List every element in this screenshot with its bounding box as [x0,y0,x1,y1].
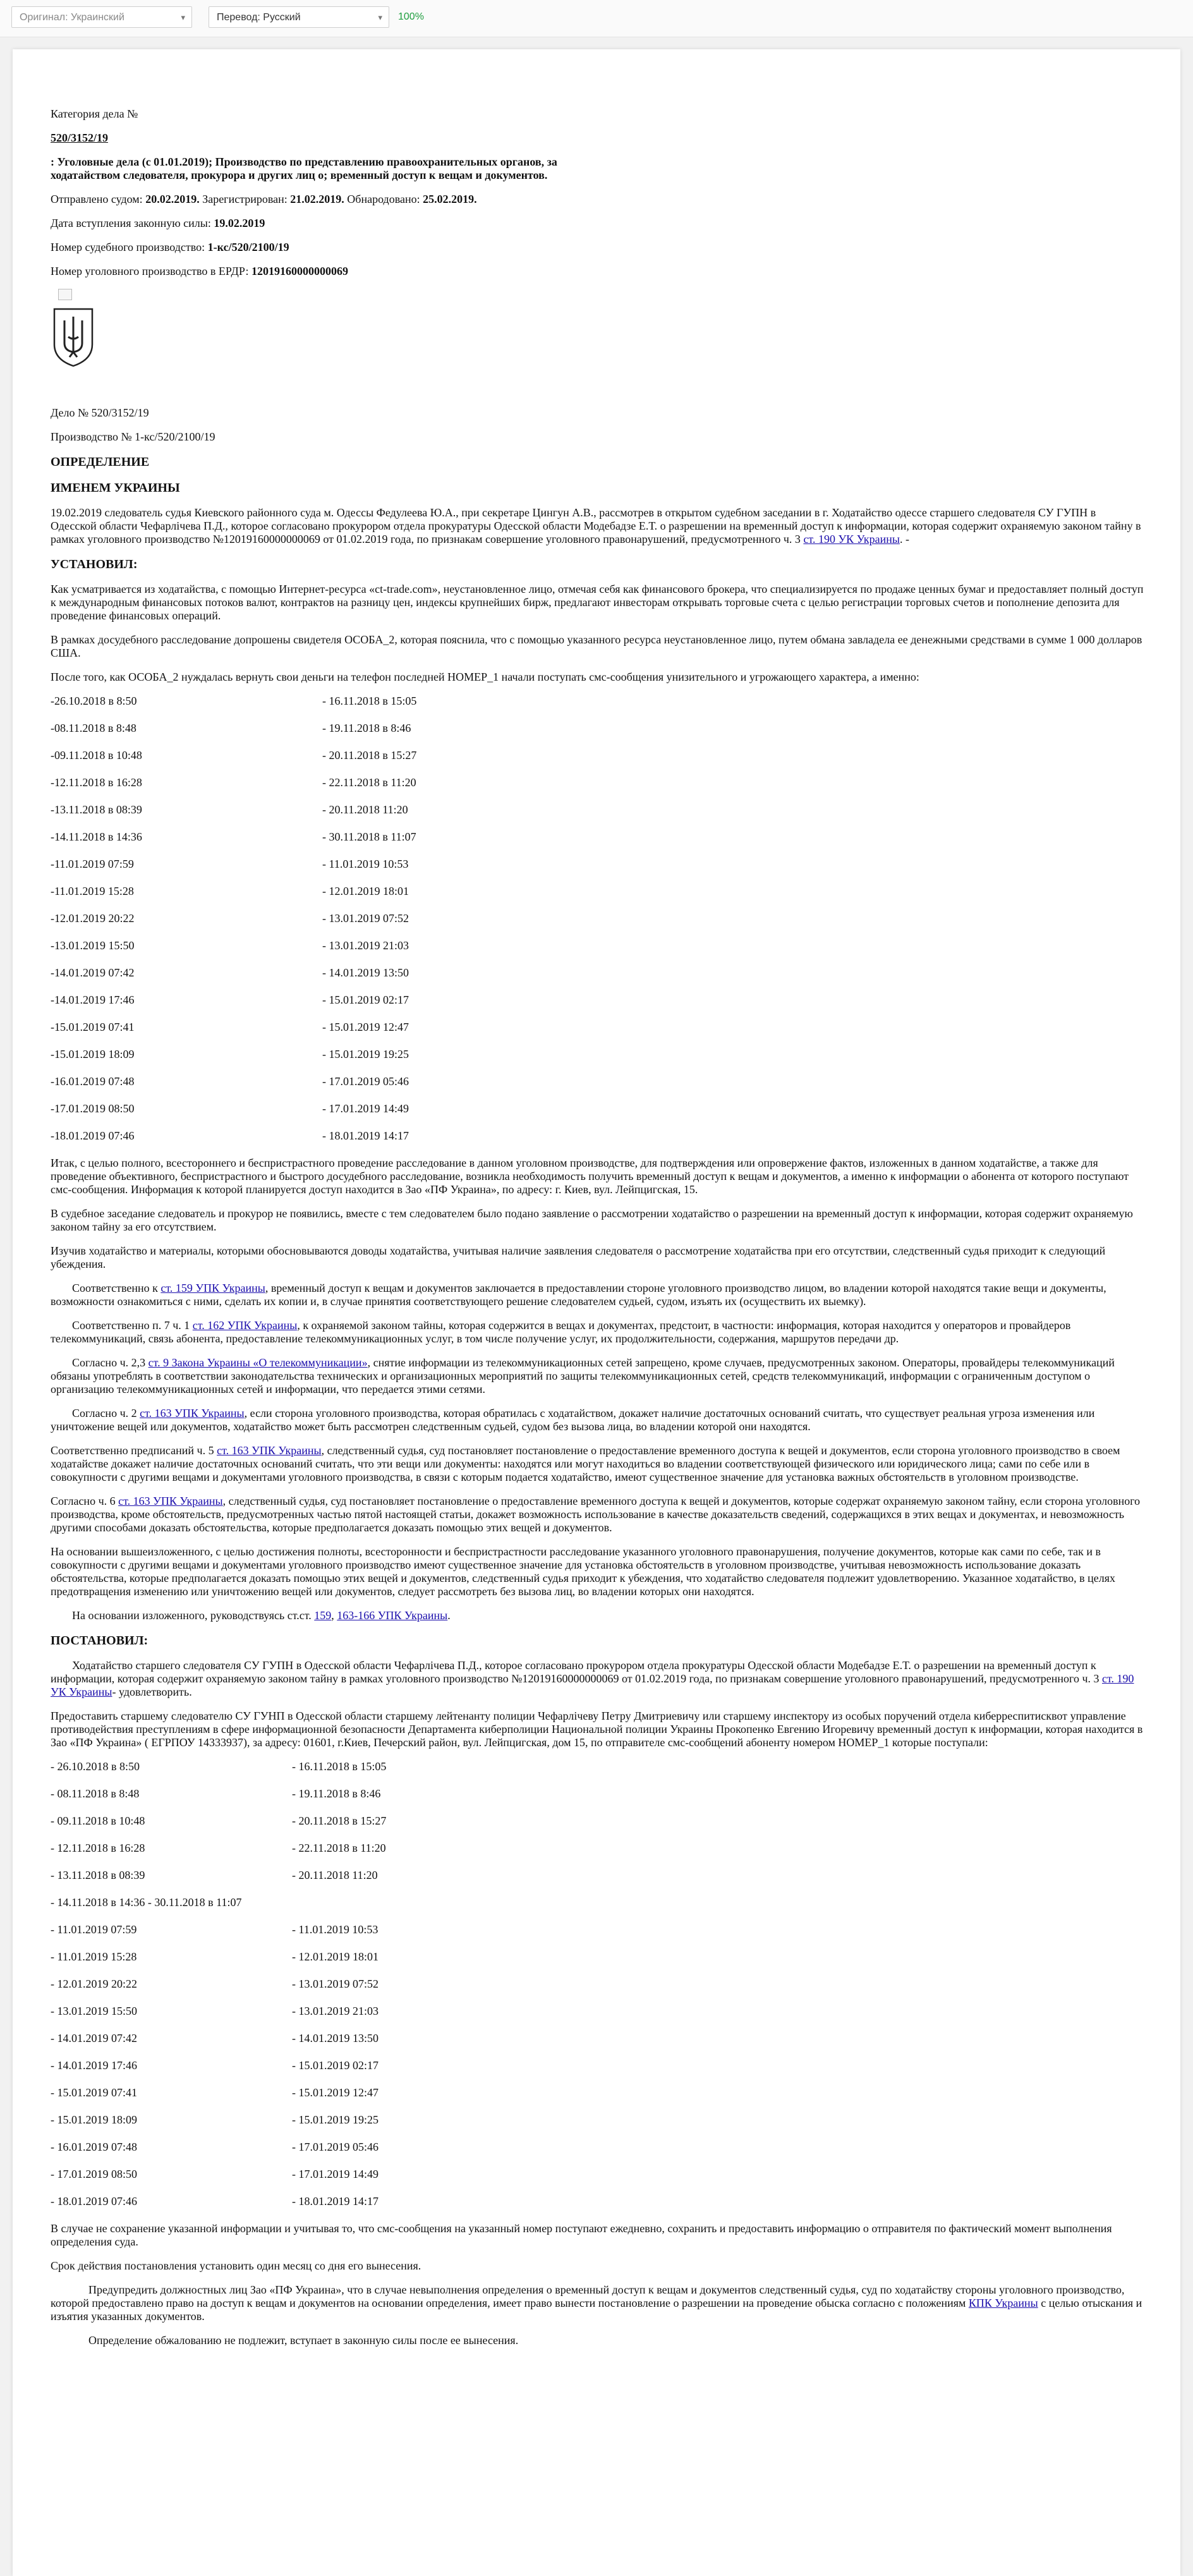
sms-time-row [51,1021,1144,1034]
sms-time-start: - 16.01.2019 07:48 [51,2141,137,2153]
sms-time-row [51,939,1144,952]
paragraph-16: Предоставить старшему следователю СУ ГУНП в Одесской области старшему лейтенанту полиции Чефарлічеву Петру Дмитриевичу или старшему инспектору из особых поручений отдела киберреспитисквот управление противодействия преступлениям в сфере информационной безопасности Департамента киберполиции Национальной полиции Украины Прокопенко Евгению Игоревичу временный доступ к информации, которая находится в Зао «ПФ Украина» ( ЕГРПОУ 14333937), за адресу: 01601, г.Киев, Печерский район, вул. Лейпцигская, дом 15, по отправителе смс-сообщений абоненту номером НОМЕР_1 которые поступали: [51,1710,1143,1749]
translation-progress: 100% [398,11,424,22]
ruling-title: ОПРЕДЕЛЕНИЕ [51,455,150,469]
sms-time-end: - 19.11.2018 в 8:46 [292,1787,381,1800]
sms-time-end: - 11.01.2019 10:53 [322,858,409,870]
articles-163-166-link[interactable]: 163-166 УПК Украины [337,1609,448,1622]
registered-label: Зарегистрирован: [202,193,288,205]
sms-time-row [51,1814,1144,1828]
trident-emblem-icon [51,305,96,368]
p14-post: . [447,1609,451,1622]
sms-time-end: - 12.01.2019 18:01 [292,1950,378,1963]
chevron-down-icon: ▾ [378,13,382,22]
sms-time-start: -16.01.2019 07:48 [51,1075,135,1088]
sms-time-start: - 14.11.2018 в 14:36 - 30.11.2018 в 11:07 [51,1896,242,1909]
sms-time-end: - 17.01.2019 14:49 [292,2168,378,2180]
sms-time-row [51,722,1144,735]
sent-label: Отправлено судом: [51,193,143,205]
translation-language-label: Перевод: Русский [217,12,301,23]
sms-time-end: - 20.11.2018 11:20 [292,1869,378,1881]
paragraph-9 [51,1356,1144,1396]
p14-pre: На основании изложенного, руководствуясь ст.ст. [72,1609,312,1622]
translation-language-select[interactable] [209,6,389,28]
sms-time-row [51,1048,1144,1061]
sms-time-row [51,776,1144,789]
paragraph-17: В случае не сохранение указанной информации и учитывая то, что смс-сообщения на указанный номер поступают ежедневно, сохранить и предоставить информацию о отправителя по фактический момент выполнения определения суда. [51,2222,1112,2248]
sms-time-start: -15.01.2019 07:41 [51,1021,135,1033]
sms-time-row [51,2168,1144,2181]
paragraph-18: Срок действия постановления установить один месяц со дня его вынесения. [51,2259,421,2272]
p8-post: , к охраняемой законом тайны, которая содержится в вещах и документах, предстоит, в частности: информация, которая находится у операторов и провайдеров телекоммуникаций, связь абонента, предоставление телекоммуникационных услуг, в том числе получение услуг, их продолжительности, содержания, маршрутов передачи др. [51,1319,1071,1345]
sms-time-row [51,993,1144,1007]
sms-time-end: - 15.01.2019 19:25 [292,2113,378,2126]
sms-time-start: - 14.01.2019 07:42 [51,2032,137,2044]
sms-time-start: - 13.11.2018 в 08:39 [51,1869,145,1881]
sms-time-end: - 22.11.2018 в 11:20 [322,776,416,789]
sms-time-start: -13.11.2018 в 08:39 [51,803,142,816]
sms-time-end: - 30.11.2018 в 11:07 [322,830,416,843]
sms-time-start: - 17.01.2019 08:50 [51,2168,137,2180]
p7-pre: Соответственно к [72,1282,158,1294]
sms-time-start: - 12.11.2018 в 16:28 [51,1842,145,1854]
category-label: Категория дела № [51,107,138,120]
sms-time-start: - 11.01.2019 07:59 [51,1923,137,1936]
document-page [13,49,1180,2576]
paragraph-11 [51,1444,1144,1484]
intro-paragraph [51,506,1144,546]
sms-time-start: -09.11.2018 в 10:48 [51,749,142,762]
article-159-link[interactable]: 159 [314,1609,332,1622]
sms-time-start: -12.11.2018 в 16:28 [51,776,142,789]
sms-time-end: - 18.01.2019 14:17 [292,2195,378,2208]
sms-time-row [51,1102,1144,1115]
published-date: 25.02.2019. [423,193,477,205]
sms-time-row [51,2032,1144,2045]
case-category: : Уголовные дела (с 01.01.2019); Производство по представлению правоохранительных органов, за ходатайством следователя, прокурора и других лиц о; временный доступ к вещам и документов. [51,155,557,181]
paragraph-13: На основании вышеизложенного, с целью достижения полноты, всесторонности и беспристрастности расследование указанного уголовного правонарушения, получение документов, которые как сами по себе, так и в совокупности с другими вещами и документами уголовного производство имеют существенное значение для установка обстоятельств в уголовном производстве, учитывая невозможность использование доказать обстоятельства, которые предполагается доказать помощью этих вещей и документов, следственный судья приходит к убеждения, что ходатайство следователя подлежит удовлетворению. Указанное ходатайство, в целях предотвращения изменению или уничтожению вещей или документов, следует рассмотреть без вызова лиц, во владении которых они находятся. [51,1545,1116,1598]
sms-time-end: - 20.11.2018 в 15:27 [322,749,417,762]
p19-post: с целью отыскания и изъятия указанных документов. [51,2297,1142,2323]
sms-time-start: -15.01.2019 18:09 [51,1048,135,1060]
paragraph-15 [51,1659,1144,1699]
sms-time-end: - 15.01.2019 12:47 [292,2086,378,2099]
sms-time-row [51,2086,1144,2099]
paragraph-2: В рамках досудебного расследование допрошены свидетеля ОСОБА_2, которая пояснила, что с помощью указанного ресурса неустановленное лицо, путем обмана завладела ее денежными средствами в сумме 1 000 долларов США. [51,633,1142,659]
telecom-law-link[interactable]: ст. 9 Закона Украины «О телекоммуникации» [148,1356,368,1369]
kpk-link[interactable]: КПК Украины [968,2297,1038,2309]
ruled-heading: ПОСТАНОВИЛ: [51,1634,148,1648]
sms-time-row [51,912,1144,925]
sms-time-start: -17.01.2019 08:50 [51,1102,135,1115]
sms-time-end: - 18.01.2019 14:17 [322,1129,409,1142]
p9-post: , снятие информации из телекоммуникационных сетей запрещено, кроме случаев, предусмотренных законом. Операторы, провайдеры телекоммуникаций обязаны употреблять в соответствии законодательства технических и организационных мероприятий по защиты телекоммуникационных сетей, средств телекоммуникаций, информации с ограниченным доступом о организацию телекоммуникационных сетей и информации, что передается этими сетями. [51,1356,1115,1395]
sms-time-row [51,1842,1144,1855]
sms-time-row [51,966,1144,980]
sms-time-start: -12.01.2019 20:22 [51,912,135,925]
sms-time-row [51,2059,1144,2072]
sms-time-row [51,1787,1144,1801]
sms-time-row [51,803,1144,817]
sms-time-row [51,749,1144,762]
sms-time-start: -14.01.2019 07:42 [51,966,135,979]
sms-time-end: - 16.11.2018 в 15:05 [292,1760,387,1773]
in-name-heading: ИМЕНЕМ УКРАИНЫ [51,481,180,495]
sms-time-end: - 20.11.2018 11:20 [322,803,408,816]
p15-text: Ходатайство старшего следователя СУ ГУПН в Одесской области Чефарлічева П.Д., которое согласовано прокурором отдела прокуратуры Одесской области Модебадзе Е.Т. о разрешении на временный доступ к информации, которая содержит охраняемую законом тайну в рамках уголовного производство №12019160000000069 от 01.02.2019 года, по признакам совершение уголовного правонарушений, предусмотренного ч. 3 [51,1659,1099,1685]
court-proc-label: Номер судебного производство: [51,241,205,253]
sms-time-end: - 20.11.2018 в 15:27 [292,1814,387,1827]
paragraph-6: Изучив ходатайство и материалы, которыми обосновываются доводы ходатайства, учитывая наличие заявления следователя о рассмотрение ходатайства при его отсутствии, следственный судья приходит к следующий убеждения. [51,1244,1106,1270]
sms-time-start: -11.01.2019 15:28 [51,885,134,897]
sms-time-end: - 13.01.2019 07:52 [292,1978,378,1990]
sms-time-row [51,2195,1144,2208]
paragraph-10 [51,1407,1144,1433]
sms-time-row [51,885,1144,898]
sms-time-end: - 13.01.2019 21:03 [322,939,409,952]
sms-time-start: - 15.01.2019 07:41 [51,2086,137,2099]
proceeding-number: Производство № 1-кс/520/2100/19 [51,430,215,443]
sms-time-row [51,2005,1144,2018]
article-162-link[interactable]: ст. 162 УПК Украины [192,1319,298,1332]
paragraph-19 [51,2283,1144,2323]
criminal-proc-value: 12019160000000069 [251,265,349,277]
sms-time-end: - 17.01.2019 14:49 [322,1102,409,1115]
p11-pre: Соответственно предписаний ч. 5 [51,1444,214,1457]
broken-image-icon [58,289,72,300]
sms-time-end: - 13.01.2019 21:03 [292,2005,378,2017]
sms-time-row [51,1896,1144,1909]
paragraph-4: Итак, с целью полного, всестороннего и беспристрастного проведение расследование в данном уголовном производстве, для подтверждения или опровержение фактов, изложенных в данном ходатайстве, а также для проведение объективного, беспристрастного и быстрого досудебного расследование, возникла необходимость получить временный доступ к вещам и документов, а именно к информации о абонента от которого поступают смс-сообщения. Информация к которой планируется доступ находится в Зао «ПФ Украина», по адресу: г. Киев, вул. Лейпцигская, 15. [51,1157,1129,1196]
sms-time-start: - 09.11.2018 в 10:48 [51,1814,145,1827]
document-content [51,107,1144,2358]
sent-date: 20.02.2019. [145,193,200,205]
article-163-link[interactable]: ст. 163 УПК Украины [140,1407,245,1419]
sms-time-row [51,2141,1144,2154]
sms-time-row [51,1869,1144,1882]
article-163-link[interactable]: ст. 163 УПК Украины [118,1495,223,1507]
chevron-down-icon: ▾ [181,13,185,22]
sms-time-row [51,1075,1144,1088]
p7-post: , временный доступ к вещам и документов заключается в предоставлении стороне уголовного производство лицом, во владении которой находятся такие вещи и документы, возможности ознакомиться с ними, сделать их копии и, в случае принятия соответствующего решение следователем судьей, судом, изъять их (осуществить их выемку). [51,1282,1106,1308]
sms-time-end: - 15.01.2019 02:17 [292,2059,378,2072]
sms-time-end: - 11.01.2019 10:53 [292,1923,378,1936]
sms-time-start: - 18.01.2019 07:46 [51,2195,137,2208]
paragraph-5: В судебное заседание следователь и прокурор не появились, вместе с тем следователем было подано заявление о рассмотрении ходатайство о разрешении на временный доступ к информации, которая содержит охраняемую законом тайну за его отсутствием. [51,1207,1133,1233]
sms-time-start: -14.11.2018 в 14:36 [51,830,142,843]
sms-time-row [51,830,1144,844]
sms-time-row [51,858,1144,871]
case-reference: 520/3152/19 [51,131,109,144]
paragraph-20: Определение обжалованию не подлежит, вступает в законную силы после ее вынесения. [88,2334,519,2347]
sms-time-start: - 14.01.2019 17:46 [51,2059,137,2072]
article-159-link[interactable]: ст. 159 УПК Украины [160,1282,265,1294]
sms-time-end: - 19.11.2018 в 8:46 [322,722,411,734]
sms-time-end: - 17.01.2019 05:46 [292,2141,378,2153]
effective-date: 19.02.2019 [214,217,265,229]
sms-time-row [51,2113,1144,2127]
sms-times-list-1 [51,695,1144,1143]
sms-time-start: -08.11.2018 в 8:48 [51,722,136,734]
article-190-link[interactable]: ст. 190 УК Украины [51,1672,1134,1698]
paragraph-8 [51,1319,1144,1346]
paragraph-1: Как усматривается из ходатайства, с помощью Интернет-ресурса «ct-trade.com», неустановленное лицо, отмечая себя как финансового брокера, что специализируется по продаже ценных бумаг и предоставляет полный доступ к международным финансовых потоков валют, контрактов на разницу цен, индексы крупнейших бирж, предлагают инвесторам открывать торговые счета с целью регистрации торговых счетов и пополнение депозита для проведение финансовых операций. [51,583,1144,622]
registered-date: 21.02.2019. [290,193,344,205]
published-label: Обнародовано: [347,193,420,205]
article-163-link[interactable]: ст. 163 УПК Украины [217,1444,322,1457]
p12-pre: Согласно ч. 6 [51,1495,116,1507]
sms-time-end: - 15.01.2019 19:25 [322,1048,409,1060]
effective-label: Дата вступления законную силы: [51,217,211,229]
criminal-proc-label: Номер уголовного производство в ЕРДР: [51,265,249,277]
sms-time-start: -13.01.2019 15:50 [51,939,135,952]
sms-time-end: - 15.01.2019 02:17 [322,993,409,1006]
sms-time-start: - 26.10.2018 в 8:50 [51,1760,140,1773]
paragraph-3: После того, как ОСОБА_2 нуждалась вернуть свои деньги на телефон последней НОМЕР_1 начали поступать смс-сообщения унизительного и угрожающего характера, а именно: [51,671,919,683]
sms-time-row [51,1978,1144,1991]
p14-sep: , [331,1609,334,1622]
sms-time-start: - 13.01.2019 15:50 [51,2005,137,2017]
dates-line [51,193,1144,206]
sms-time-row [51,695,1144,708]
p8-pre: Соответственно п. 7 ч. 1 [72,1319,190,1332]
sms-time-row [51,1950,1144,1964]
sms-time-end: - 15.01.2019 12:47 [322,1021,409,1033]
sms-time-end: - 13.01.2019 07:52 [322,912,409,925]
case-number: Дело № 520/3152/19 [51,406,149,419]
sms-time-end: - 14.01.2019 13:50 [292,2032,378,2044]
p12-post: , следственный судья, суд постановляет постановление о предоставление временного доступа к вещей и документов, которые содержат охраняемую законом тайну, если сторона уголовного производства, кроме обстоятельств, предусмотренных частью пятой настоящей статьи, докажет возможность использование в качестве доказательств сведений, содержащихся в этих вещах и документах, и невозможность другими способами доказать обстоятельства, которые предполагается доказать помощью этих вещей и документов. [51,1495,1141,1534]
sms-time-start: -11.01.2019 07:59 [51,858,134,870]
paragraph-7 [51,1282,1144,1308]
original-language-select[interactable] [11,6,192,28]
p10-pre: Согласно ч. 2 [72,1407,137,1419]
intro-tail: . - [899,533,909,545]
sms-time-end: - 12.01.2019 18:01 [322,885,409,897]
sms-time-end: - 14.01.2019 13:50 [322,966,409,979]
sms-time-start: - 12.01.2019 20:22 [51,1978,137,1990]
sms-time-row [51,1760,1144,1773]
p15-post: - удовлетворить. [112,1686,192,1698]
intro-text: 19.02.2019 следователь судья Киевского районного суда м. Одессы Федулеева Ю.А., при секретаре Цингун А.В., рассмотрев в открытом судебном заседании в г. Ходатайство одессе старшего следователя СУ ГУПН в Одесской области Чефарлічева П.Д., которое согласовано прокурором отдела прокуратуры Одесской области Модебадзе Е.Т. о разрешении на временный доступ к информации, которая содержит охраняемую законом тайну в рамках уголовного производство №12019160000000069 от 01.02.2019 года, по признакам совершение уголовного правонарушений, предусмотренного ч. 3 [51,506,1141,545]
sms-time-end: - 22.11.2018 в 11:20 [292,1842,386,1854]
paragraph-12 [51,1495,1144,1534]
sms-time-start: - 08.11.2018 в 8:48 [51,1787,140,1800]
sms-time-start: -26.10.2018 в 8:50 [51,695,137,707]
article-190-link[interactable]: ст. 190 УК Украины [803,533,900,545]
court-proceeding-line [51,241,1144,254]
sms-times-list-2 [51,1760,1144,2208]
court-proc-value: 1-кс/520/2100/19 [207,241,289,253]
p10-post: , если сторона уголовного производства, которая обратилась с ходатайством, докажет наличие достаточных оснований считать, что существует реальная угроза изменения или уничтожение вещей или документов, ходатайство может быть рассмотрен следственным судьей, судом без вызова лица, во владении которой они находятся. [51,1407,1095,1433]
p9-pre: Согласно ч. 2,3 [72,1356,146,1369]
original-language-label: Оригинал: Украинский [20,12,124,23]
sms-time-end: - 16.11.2018 в 15:05 [322,695,417,707]
p19-pre: Предупредить должностных лиц Зао «ПФ Украина», что в случае невыполнения определения о временный доступ к вещам и документов следственный судья, суд по ходатайству стороны уголовного производство, которой предоставлено право на доступ к вещам и документов на основании определения, имеет право вынести постановление о разрешении на проведение обыска согласно с положениям [51,2283,1125,2309]
paragraph-14 [51,1609,1144,1622]
sms-time-start: -18.01.2019 07:46 [51,1129,135,1142]
translation-toolbar [0,0,1193,37]
sms-time-row [51,1923,1144,1936]
sms-time-start: - 15.01.2019 18:09 [51,2113,137,2126]
sms-time-start: - 11.01.2019 15:28 [51,1950,137,1963]
effective-date-line [51,217,1144,230]
established-heading: УСТАНОВИЛ: [51,557,138,571]
sms-time-start: -14.01.2019 17:46 [51,993,135,1006]
criminal-proceeding-line [51,265,1144,278]
sms-time-end: - 17.01.2019 05:46 [322,1075,409,1088]
sms-time-row [51,1129,1144,1143]
p11-post: , следственный судья, суд постановляет постановление о предоставление временного доступа к вещей и документов, если сторона уголовного производство в своем ходатайстве докажет наличие достаточных оснований считать, что эти вещи или документы: находятся или могут находиться во владении соответствующей физического или юридического лица; сами по себе или в совокупности с другими вещами и документами уголовного производства, в связи с которым подается ходатайство, имеют существенное значение для установка важных обстоятельств в уголовном производстве. [51,1444,1120,1483]
